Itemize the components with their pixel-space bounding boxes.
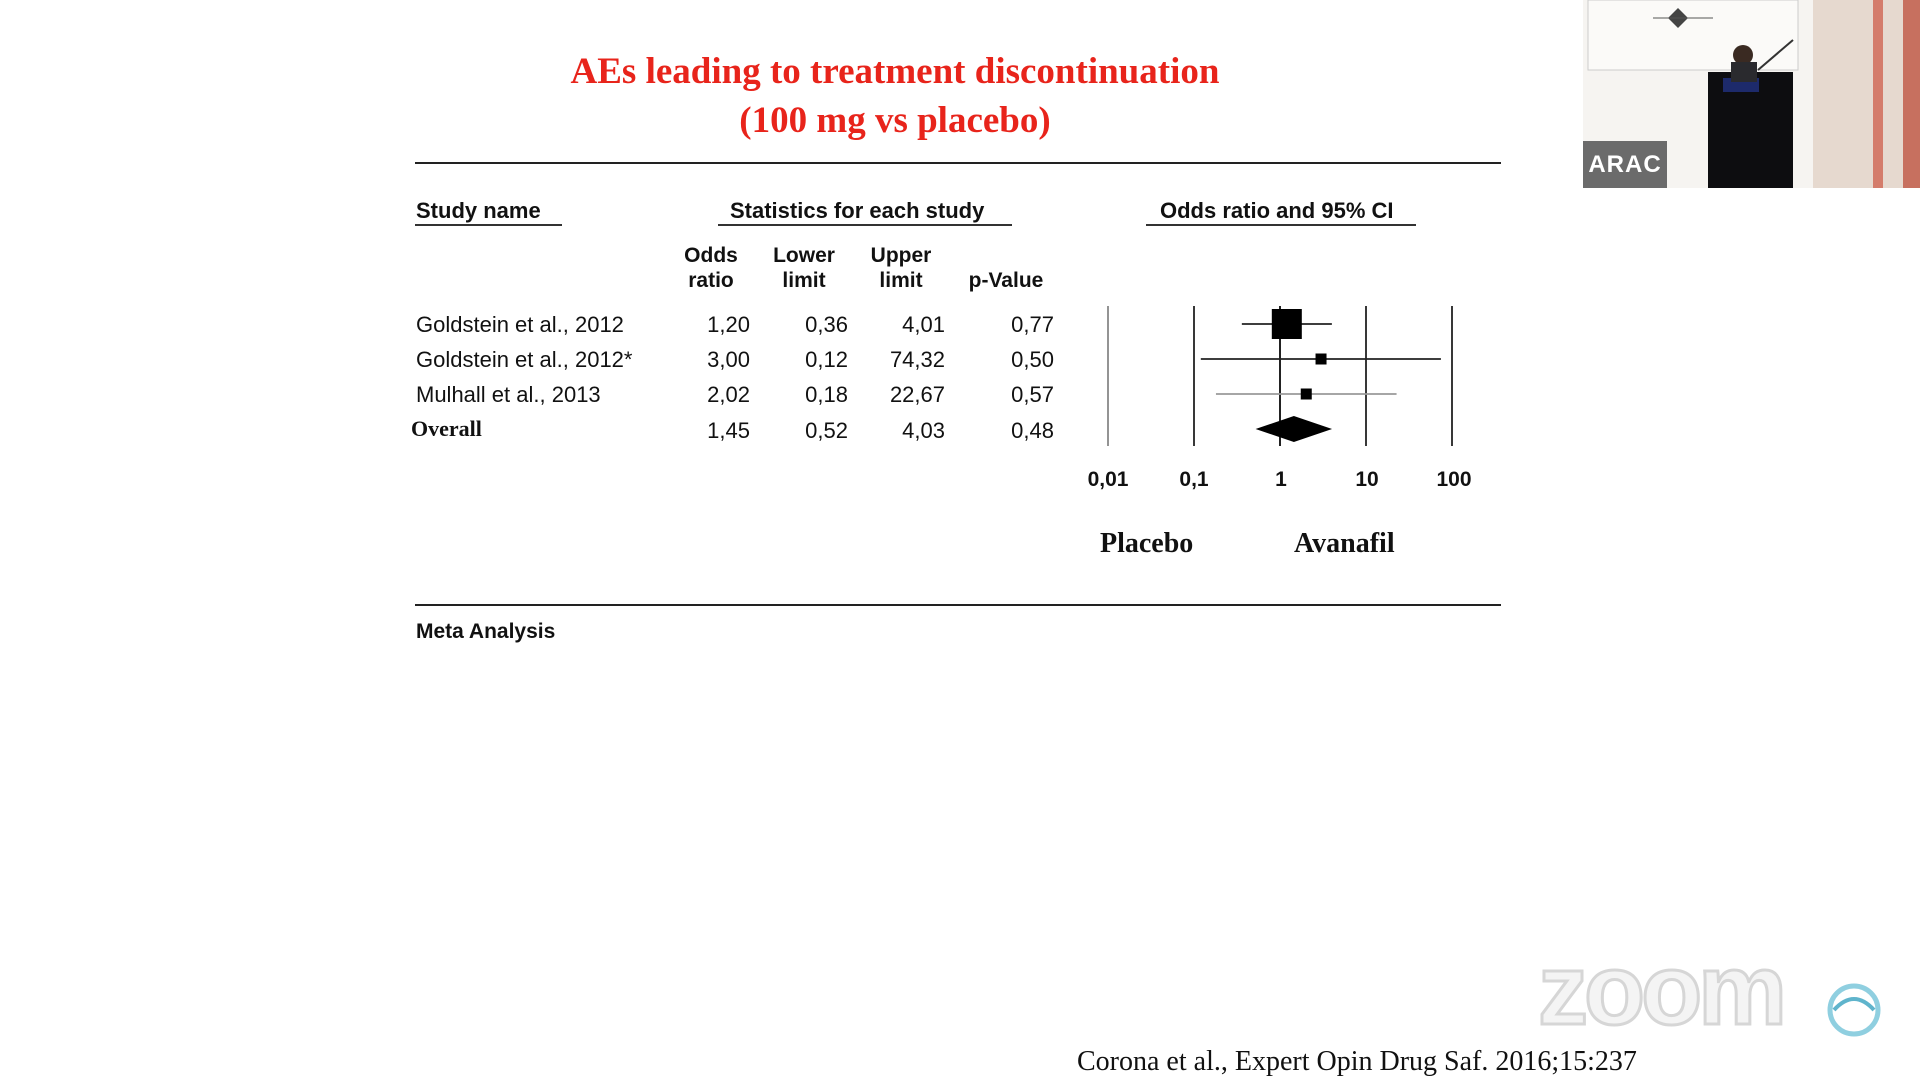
header-study-name-underline [415,224,562,226]
col-lower-limit-line1: Lower [773,244,835,267]
overall-diamond [1256,416,1332,442]
row-odds-ratio: 1,45 [707,418,750,443]
row-odds-ratio: 1,20 [707,312,750,337]
top-divider [415,162,1501,164]
col-odds-ratio-line2: ratio [688,269,734,292]
row-study-name: Goldstein et al., 2012* [416,347,633,372]
conference-logo-icon [1824,980,1884,1040]
col-odds-ratio-line1: Odds [684,244,738,267]
header-odds-ci-underline [1146,224,1416,226]
axis-tick-label: 1 [1275,468,1287,491]
row-upper-limit: 74,32 [889,347,945,372]
speaker-video-thumbnail[interactable] [1583,0,1920,188]
citation: Corona et al., Expert Opin Drug Saf. 2016;15:237 [1077,1046,1637,1077]
row-p-value: 0,48 [1011,418,1054,443]
point-estimate-marker [1301,389,1312,400]
col-lower-limit [749,243,859,293]
row-overall-label: Overall [411,416,482,441]
bottom-divider [415,604,1501,606]
row-lower-limit: 0,36 [805,312,848,337]
axis-tick-label: 0,1 [1179,468,1209,491]
slide-title-line1: AEs leading to treatment discontinuation [570,51,1220,92]
row-study-name: Mulhall et al., 2013 [416,382,601,407]
axis-tick-label: 0,01 [1087,468,1129,491]
header-odds-ci: Odds ratio and 95% CI [1160,198,1394,223]
row-odds-ratio: 3,00 [707,347,750,372]
favours-avanafil-label: Avanafil [1294,528,1395,559]
slide-title-line2: (100 mg vs placebo) [739,100,1051,141]
row-upper-limit: 4,03 [902,418,945,443]
axis-tick-label: 100 [1436,468,1472,491]
row-lower-limit: 0,12 [805,347,848,372]
forest-plot [1080,300,1480,460]
zoom-watermark: zoom [1538,934,1784,1046]
footer-meta-analysis: Meta Analysis [416,620,556,643]
row-p-value: 0,77 [1011,312,1054,337]
col-p-value: p-Value [968,269,1044,292]
row-odds-ratio: 2,02 [707,382,750,407]
row-p-value: 0,50 [1011,347,1054,372]
col-upper-limit-line2: limit [879,269,923,292]
col-lower-limit-line2: limit [782,269,826,292]
point-estimate-marker [1316,354,1327,365]
row-lower-limit: 0,52 [805,418,848,443]
speaker-name-badge: ARAC [1583,141,1667,188]
row-study-name: Goldstein et al., 2012 [416,312,624,337]
header-statistics: Statistics for each study [730,198,985,223]
point-estimate-marker [1272,309,1302,339]
header-study-name: Study name [416,198,541,223]
row-upper-limit: 22,67 [889,382,945,407]
row-upper-limit: 4,01 [902,312,945,337]
row-lower-limit: 0,18 [805,382,848,407]
col-upper-limit-line1: Upper [870,244,932,267]
header-statistics-underline [718,224,1012,226]
col-upper-limit [846,243,956,293]
row-p-value: 0,57 [1011,382,1054,407]
axis-tick-label: 10 [1355,468,1379,491]
favours-placebo-label: Placebo [1100,528,1194,559]
